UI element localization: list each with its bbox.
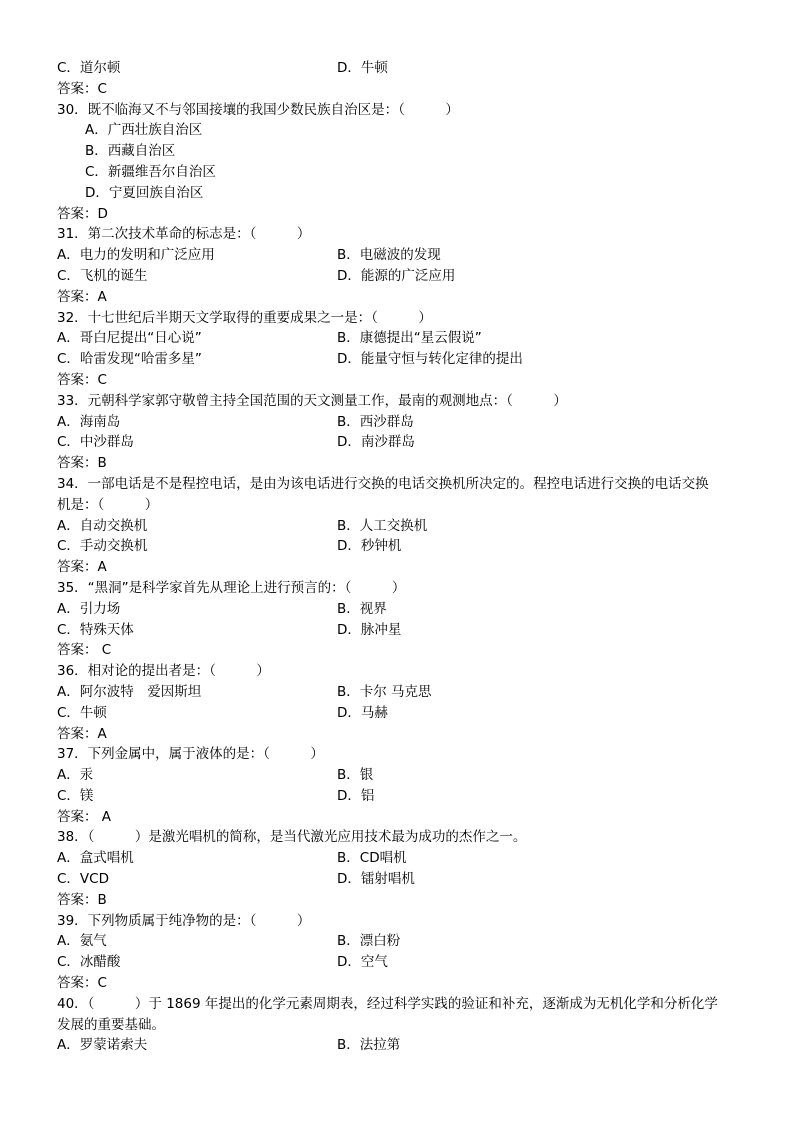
option-row	[57, 703, 747, 724]
option-right: D．牛顿	[337, 60, 388, 76]
option-left: A．罗蒙诺索夫	[57, 1037, 148, 1054]
option-row	[57, 1035, 747, 1056]
question-text: 39．下列物质属于纯净物的是：（ ）	[57, 912, 311, 929]
option-row	[57, 786, 747, 807]
option-right: D．铝	[337, 787, 375, 804]
option-row	[57, 848, 747, 869]
option-left: C．VCD	[57, 871, 109, 888]
answer-line: 答案：D	[57, 205, 108, 222]
option-right: D．空气	[337, 954, 388, 971]
option-right: B．西沙群岛	[337, 413, 414, 430]
option-row	[57, 931, 747, 952]
question-text: 发展的重要基础。	[57, 1016, 165, 1033]
option-right: B．电磁波的发现	[337, 247, 441, 264]
question-text: 40．（ ）于 1869 年提出的化学元素周期表，经过科学实践的验证和补充，逐渐成为无机化学和分析化学	[57, 995, 718, 1012]
option-row	[57, 516, 747, 537]
option-line: B．西藏自治区	[85, 143, 176, 160]
option-row	[57, 869, 747, 890]
option-left: A．阿尔波特 爱因斯坦	[57, 683, 202, 700]
option-row	[57, 266, 747, 287]
option-row	[57, 328, 747, 349]
option-left: A．盒式唱机	[57, 850, 134, 867]
option-line: D．宁夏回族自治区	[85, 184, 204, 201]
option-right: B．康德提出“星云假说”	[337, 330, 482, 347]
option-right: D．秒钟机	[337, 538, 402, 555]
option-left: C．牛顿	[57, 704, 107, 721]
option-line: A．广西壮族自治区	[85, 122, 203, 139]
question-text: 33．元朝科学家郭守敬曾主持全国范围的天文测量工作，最南的观测地点：（ ）	[57, 392, 567, 409]
option-row	[57, 245, 747, 266]
option-row	[57, 682, 747, 703]
option-row	[57, 349, 747, 370]
option-right: B．银	[337, 767, 374, 784]
option-right: B．CD唱机	[337, 850, 407, 867]
option-right: D．镭射唱机	[337, 871, 415, 888]
option-right: B．卡尔 马克思	[337, 683, 432, 700]
option-right: D．马赫	[337, 704, 388, 721]
option-row	[57, 620, 747, 641]
option-left: C．手动交换机	[57, 538, 148, 555]
question-text: 35．“黑洞”是科学家首先从理论上进行预言的：（ ）	[57, 579, 406, 596]
option-row	[57, 765, 747, 786]
option-row	[57, 412, 747, 433]
option-left: A．汞	[57, 767, 94, 784]
option-left: A．海南岛	[57, 413, 121, 430]
question-text: 34．一部电话是不是程控电话，是由为该电话进行交换的电话交换机所决定的。程控电话进行交换的电话交换	[57, 475, 709, 492]
option-right: D．能源的广泛应用	[337, 267, 456, 284]
question-text: 36．相对论的提出者是：（ ）	[57, 663, 270, 680]
answer-line: 答案：A	[57, 559, 107, 576]
option-row	[57, 58, 747, 79]
option-left: C．特殊天体	[57, 621, 134, 638]
option-row	[57, 536, 747, 557]
question-text: 38．（ ）是激光唱机的简称，是当代激光应用技术最为成功的杰作之一。	[57, 829, 527, 846]
option-left: A．氨气	[57, 933, 107, 950]
option-right: D．南沙群岛	[337, 434, 415, 451]
question-text: 37．下列金属中，属于液体的是：（ ）	[57, 746, 324, 763]
question-text: 31．第二次技术革命的标志是：（ ）	[57, 226, 311, 243]
answer-line: 答案：B	[57, 891, 107, 908]
option-right: D．脉冲星	[337, 621, 402, 638]
option-left: C．哈雷发现“哈雷多星”	[57, 351, 202, 368]
answer-line: 答案：C	[57, 975, 107, 992]
option-left: C．中沙群岛	[57, 434, 134, 451]
answer-line: 答案：A	[57, 288, 107, 305]
option-left: A．引力场	[57, 600, 121, 617]
option-right: B．漂白粉	[337, 933, 401, 950]
option-right: D．能量守恒与转化定律的提出	[337, 351, 523, 368]
answer-line: 答案：A	[57, 725, 107, 742]
option-row	[57, 952, 747, 973]
option-left: A．自动交换机	[57, 517, 148, 534]
answer-line: 答案：B	[57, 455, 107, 472]
answer-line: 答案：C	[57, 371, 107, 388]
answer-line: 答案：C	[57, 80, 107, 97]
option-left: A．哥白尼提出“日心说”	[57, 330, 202, 347]
option-left: C．道尔顿	[57, 60, 121, 76]
question-text: 32．十七世纪后半期天文学取得的重要成果之一是：（ ）	[57, 309, 432, 326]
question-text: 30．既不临海又不与邻国接壤的我国少数民族自治区是：（ ）	[57, 101, 459, 118]
answer-line: 答案： C	[57, 642, 112, 659]
option-left: C．镁	[57, 787, 94, 804]
document-page	[57, 58, 747, 1056]
option-right: B．人工交换机	[337, 517, 428, 534]
option-row	[57, 432, 747, 453]
option-line: C．新疆维吾尔自治区	[85, 163, 216, 180]
option-row	[57, 599, 747, 620]
option-left: C．冰醋酸	[57, 954, 121, 971]
question-text: 机是：（ ）	[57, 496, 159, 513]
option-right: B．视界	[337, 600, 387, 617]
option-right: B．法拉第	[337, 1037, 401, 1054]
answer-line: 答案： A	[57, 808, 112, 825]
option-left: A．电力的发明和广泛应用	[57, 247, 215, 264]
option-left: C．飞机的诞生	[57, 267, 148, 284]
